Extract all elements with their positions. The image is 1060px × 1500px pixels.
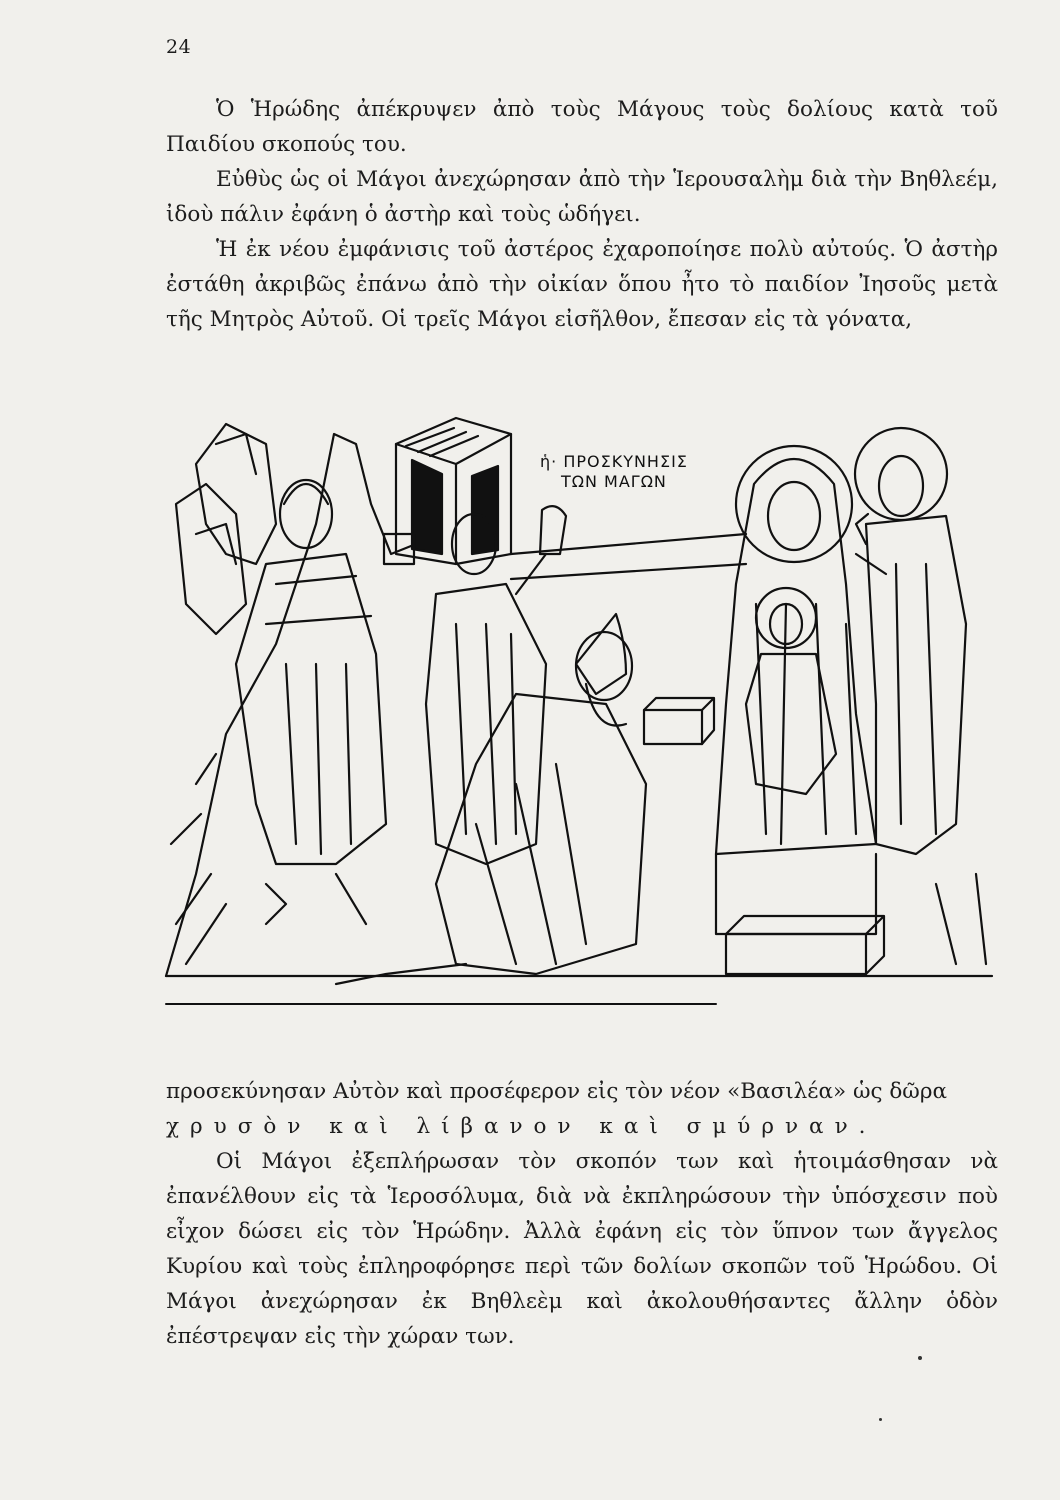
ink-speck — [879, 1418, 882, 1421]
paragraph-5: Οἱ Μάγοι ἐξεπλήρωσαν τὸν σκοπόν των καὶ ἡτοιμάσθησαν νὰ ἐπανέλθουν εἰς τὰ Ἱεροσόλυμα, διὰ νὰ ἐκπληρώσουν τὴν ὑπόσχεσιν ποὺ εἶχον δώσει εἰς τὸν Ἡρώδην. Ἀλλὰ ἐφάνη εἰς τὸν ὕπνον των ἄγγελος Κυρίου καὶ τοὺς ἐπληροφόρησε περὶ τῶν δολίων σκοπῶν τοῦ Ἡρώδου. Οἱ Μάγοι ἀνεχώρησαν ἐκ Βηθλεὲμ καὶ ἀκολουθήσαντες ἄλλην ὁδὸν ἐπέστρεψαν εἰς τὴν χώραν των. — [166, 1149, 998, 1349]
magus-3-leg — [336, 964, 466, 984]
paragraph-4-line-2: χρυσὸν καὶ λίβανον καὶ σμύρναν. — [166, 1114, 877, 1139]
footstool-edges — [726, 916, 884, 974]
throne-side — [936, 874, 986, 964]
magus-3-crown — [576, 614, 626, 694]
paragraph-3: Ἡ ἐκ νέου ἐμφάνισις τοῦ ἀστέρος ἐχαροποίησε πολὺ αὐτούς. Ὁ ἀστὴρ ἐστάθη ἀκριβῶς ἐπάνω ἀπὸ τὴν οἰκίαν ὅπου ἦτο τὸ παιδίον Ἰησοῦς μετὰ τῆς Μητρὸς Αὐτοῦ. Οἱ τρεῖς Μάγοι εἰσῆλθον, ἔπεσαν εἰς τὰ γόνατα, — [166, 237, 998, 332]
magus-1-folds — [286, 664, 351, 854]
magus-3-folds — [476, 764, 586, 964]
virgin-robe — [716, 459, 876, 854]
paragraph-1: Ὁ Ἡρώδης ἀπέκρυψεν ἀπὸ τοὺς Μάγους τοὺς δολίους κατὰ τοῦ Παιδίου σκοπούς του. — [166, 97, 998, 157]
footstool — [726, 934, 866, 974]
ink-speck — [918, 1356, 922, 1360]
joseph-face — [879, 456, 923, 516]
virgin-halo — [736, 446, 852, 562]
illustration-caption — [540, 452, 688, 492]
joseph-halo — [855, 428, 947, 520]
throne-legs — [716, 854, 876, 934]
caption-line-2: ΤΩΝ ΜΑΓΩΝ — [560, 472, 667, 491]
magus-3-gift-box — [644, 710, 702, 744]
virgin-face — [768, 482, 820, 550]
wall-lines — [511, 534, 746, 579]
magus-1-feet — [266, 874, 366, 924]
paragraph-4-line-1: προσεκύνησαν Αὐτὸν καὶ προσέφερον εἰς τὸν νέον «Βασιλέα» ὡς δῶρα — [166, 1079, 947, 1104]
magus-2-arm — [516, 554, 546, 594]
page-number: 24 — [166, 36, 192, 58]
magus-1-robe — [236, 554, 386, 864]
joseph-folds — [896, 564, 936, 834]
bottom-text-block — [166, 1074, 998, 1354]
magus-2-folds — [456, 624, 516, 844]
adoration-of-magi-illustration — [156, 404, 1000, 1024]
horse-head-1 — [196, 424, 276, 564]
caption-line-1: ἡ· ΠΡΟΣΚΥΝΗΣΙΣ — [540, 452, 688, 471]
paragraph-2: Εὐθὺς ὡς οἱ Μάγοι ἀνεχώρησαν ἀπὸ τὴν Ἱερουσαλὴμ διὰ τὴν Βηθλεέμ, ἰδοὺ πάλιν ἐφάνη ὁ ἀστὴρ καὶ τοὺς ὡδήγει. — [166, 167, 998, 227]
magus-3-box-edges — [644, 698, 714, 744]
magus-2-jug — [540, 506, 566, 554]
joseph-robe — [866, 516, 966, 854]
icon-drawing — [156, 404, 1000, 1024]
magus-1-head — [280, 480, 332, 548]
top-text-block — [166, 92, 998, 337]
